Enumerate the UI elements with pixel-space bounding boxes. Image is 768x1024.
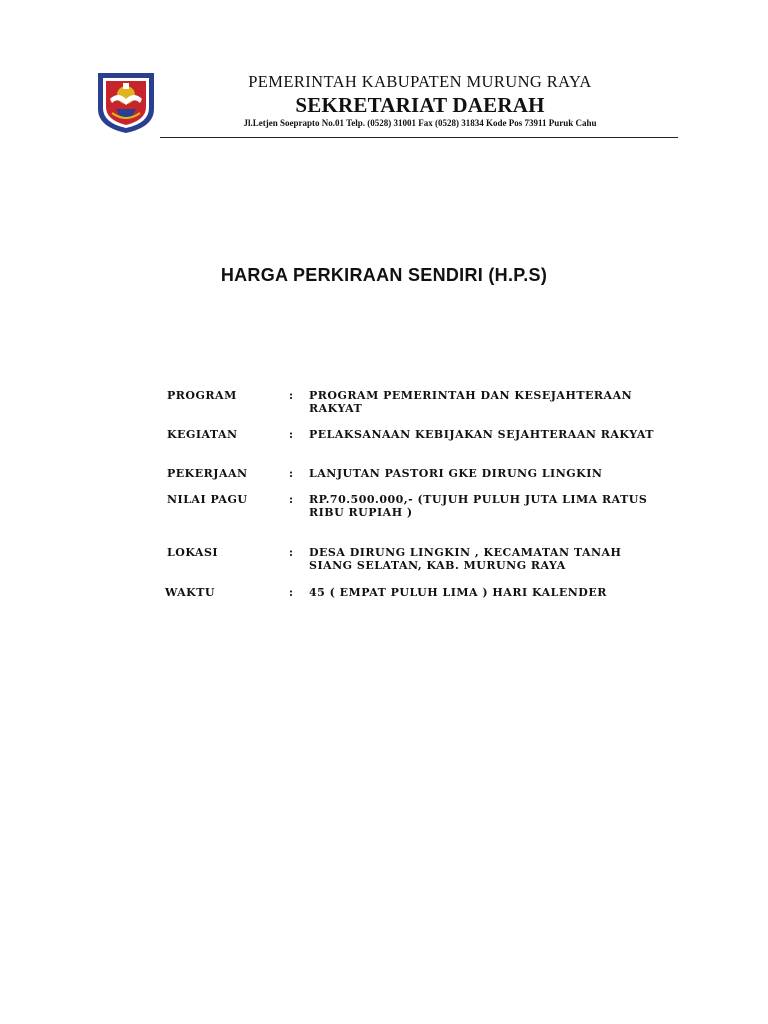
field-separator: : (289, 546, 294, 559)
field-separator: : (289, 493, 294, 506)
field-value-line: PELAKSANAAN KEBIJAKAN SEJAHTERAAN RAKYAT (309, 428, 654, 441)
field-value-line: 45 ( EMPAT PULUH LIMA ) HARI KALENDER (309, 586, 607, 599)
field-label: NILAI PAGU (167, 493, 248, 506)
field-value-line: PROGRAM PEMERINTAH DAN KESEJAHTERAAN (309, 389, 633, 402)
field-value-line: RP.70.500.000,- (TUJUH PULUH JUTA LIMA RATUS (309, 493, 648, 506)
field-value (309, 467, 689, 480)
field-label: WAKTU (165, 586, 216, 599)
regency-coat-of-arms-icon (94, 69, 158, 135)
field-separator: : (289, 428, 294, 441)
government-name: PEMERINTAH KABUPATEN MURUNG RAYA (248, 72, 592, 91)
field-value (309, 546, 689, 572)
office-address: Jl.Letjen Soeprapto No.01 Telp. (0528) 31001 Fax (0528) 31834 Kode Pos 73911 Puruk Cahu (243, 118, 597, 128)
field-label: LOKASI (167, 546, 219, 559)
field-value (309, 493, 689, 519)
field-value (309, 389, 689, 415)
field-value-line: LANJUTAN PASTORI GKE DIRUNG LINGKIN (309, 467, 603, 480)
field-value-line: DESA DIRUNG LINGKIN , KECAMATAN TANAH (309, 546, 622, 559)
field-label: PEKERJAAN (167, 467, 248, 480)
field-separator: : (289, 467, 294, 480)
field-value (309, 586, 689, 599)
field-separator: : (289, 389, 294, 402)
field-label: PROGRAM (167, 389, 237, 402)
field-value-line: RIBU RUPIAH ) (309, 506, 413, 519)
field-label: KEGIATAN (167, 428, 238, 441)
field-value-line: SIANG SELATAN, KAB. MURUNG RAYA (309, 559, 566, 572)
letterhead-divider (160, 137, 678, 138)
field-value (309, 428, 689, 441)
document-title: HARGA PERKIRAAN SENDIRI (H.P.S) (220, 265, 548, 285)
field-value-line: RAKYAT (309, 402, 363, 415)
field-separator: : (289, 586, 294, 599)
office-name: SEKRETARIAT DAERAH (295, 93, 545, 117)
